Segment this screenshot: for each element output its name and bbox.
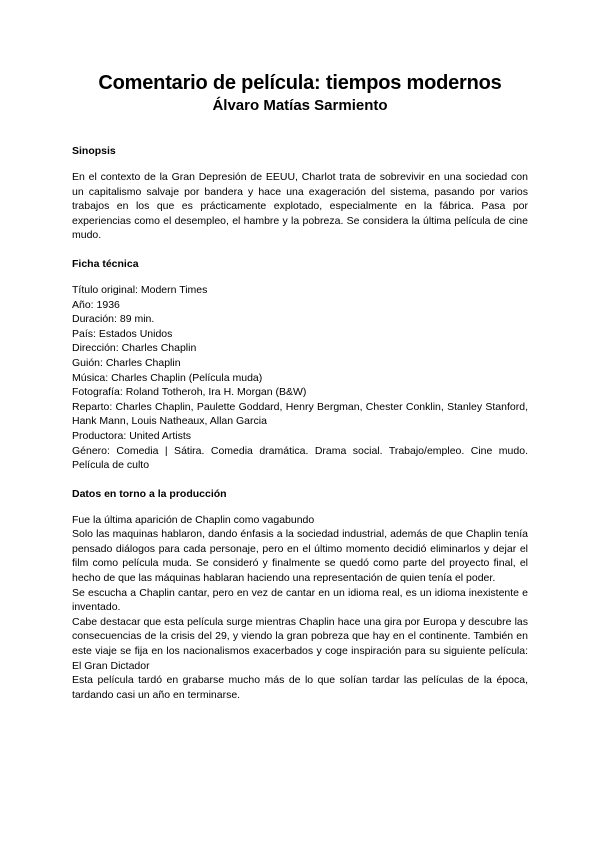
produccion-item: Fue la última aparición de Chaplin como vagabundo [72, 513, 315, 526]
ficha-line-direccion: Dirección: Charles Chaplin [72, 342, 197, 355]
ficha-line-pais: País: Estados Unidos [72, 327, 173, 340]
document-title: Comentario de película: tiempos modernos [98, 72, 502, 94]
ficha-line-reparto: Reparto: Charles Chaplin, Paulette Goddard, Henry Bergman, Chester Conklin, Stanley Stanford, Hank Mann, Louis Natheaux, Allan Garcia [72, 400, 528, 428]
ficha-line-musica: Música: Charles Chaplin (Película muda) [72, 371, 263, 384]
ficha-line-fotografia: Fotografía: Roland Totheroh, Ira H. Morgan (B&W) [72, 386, 307, 399]
produccion-item: Solo las maquinas hablaron, dando énfasis a la sociedad industrial, además de que Chaplin tenía pensado diálogos para cada personaje, pero en el último momento decidió eliminarlos y dejar el film como película muda. Se consideró y finalmente se quedó como parte del proyecto final, el hecho de que las máquinas hablaran haciendo una representación de quien tenía el poder. [72, 528, 528, 585]
ficha-line-duracion: Duración: 89 min. [72, 313, 155, 326]
ficha-heading: Ficha técnica [72, 257, 139, 270]
ficha-line-guion: Guión: Charles Chaplin [72, 356, 181, 369]
ficha-line-genero: Género: Comedia | Sátira. Comedia dramática. Drama social. Trabajo/empleo. Cine mudo. Película de culto [72, 444, 528, 472]
ficha-line-ano: Año: 1936 [72, 298, 120, 311]
ficha-list [72, 283, 528, 473]
produccion-heading: Datos en torno a la producción [72, 487, 227, 500]
document-page [72, 70, 528, 702]
produccion-list [72, 513, 528, 703]
sinopsis-heading: Sinopsis [72, 145, 116, 157]
document-author: Álvaro Matías Sarmiento [212, 97, 388, 114]
produccion-item: Se escucha a Chaplin cantar, pero en vez de cantar en un idioma real, es un idioma inexistente e inventado. [72, 586, 528, 614]
produccion-item: Cabe destacar que esta película surge mientras Chaplin hace una gira por Europa y descubre las consecuencias de la crisis del 29, y viendo la gran pobreza que hay en el continente. También en este viaje se fija en los nacionalismos exacerbados y coge inspiración para su siguiente película: El Gran Dictador [72, 615, 528, 672]
produccion-item: Esta película tardó en grabarse mucho más de lo que solían tardar las películas de la época, tardando casi un año en terminarse. [72, 674, 528, 701]
sinopsis-text: En el contexto de la Gran Depresión de EEUU, Charlot trata de sobrevivir en una sociedad con un capitalismo salvaje por bandera y hace una exageración del sistema, pasando por varios trabajos en los que es prácticamente explotado, especialmente en la fábrica. Pasa por experiencias como el desempleo, el hambre y la pobreza. Se considera la última película de cine mudo. [72, 171, 528, 242]
ficha-line-titulo: Título original: Modern Times [72, 283, 208, 296]
ficha-line-productora: Productora: United Artists [72, 429, 192, 442]
